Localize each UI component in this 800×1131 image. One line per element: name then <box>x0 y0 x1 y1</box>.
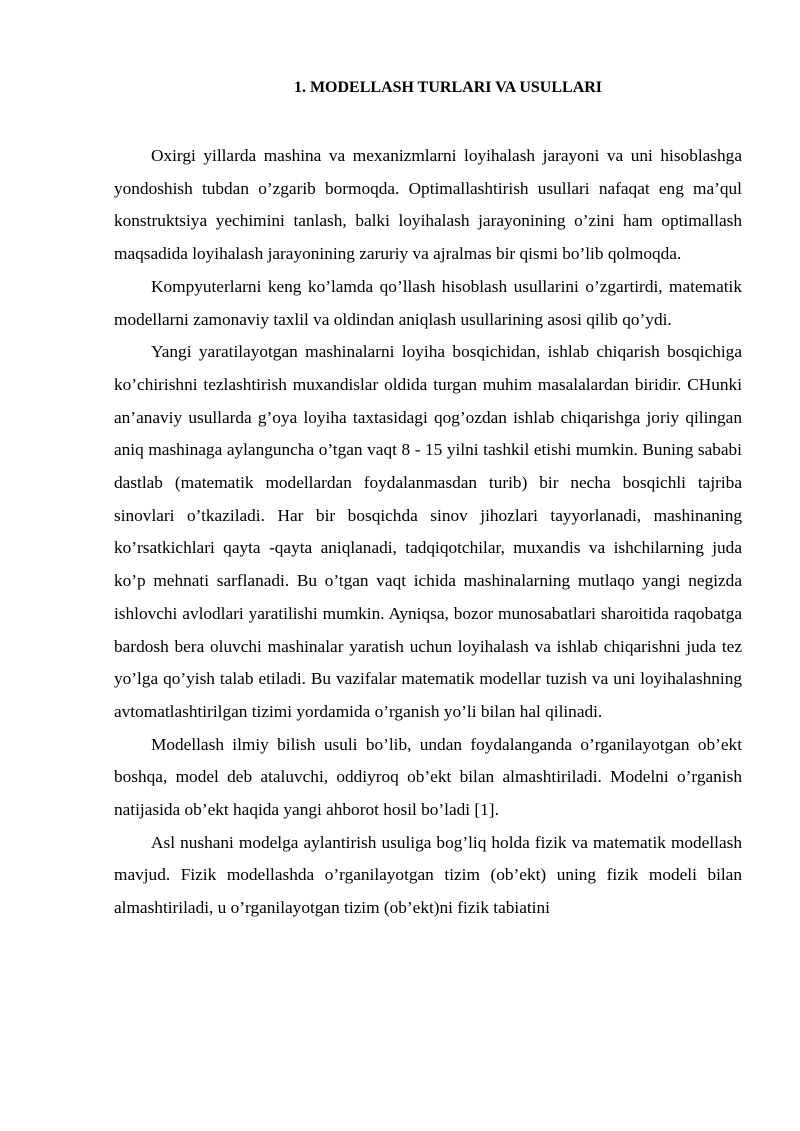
paragraph-5: Asl nushani modelga aylantirish usuliga bog’liq holda fizik va matematik modellash mavjud. Fizik modellashda o’rganilayotgan tizim (ob’ekt) uning fizik modeli bilan almashtiriladi, u o’rganilayotgan tizim (ob’ekt)ni fizik tabiatini <box>114 832 742 918</box>
paragraph-1: Oxirgi yillarda mashina va mexanizmlarni loyihalash jarayoni va uni hisoblashga yondoshish tubdan o’zgarib bormoqda. Optimallashtirish usullari nafaqat eng ma’qul konstruktsiya yechimini tanlash, balki loyihalash jarayonining o’zini ham optimallash maqsadida loyihalash jarayonining zaruriy va ajralmas bir qismi bo’lib qolmoqda. <box>114 146 742 264</box>
paragraph-4: Modellash ilmiy bilish usuli bo’lib, undan foydalanganda o’rganilayotgan ob’ekt boshqa, model deb ataluvchi, oddiyroq ob’ekt bilan almashtiriladi. Modelni o’rganish natijasida ob’ekt haqida yangi ahborot hosil bo’ladi [1]. <box>114 734 742 820</box>
paragraph-3: Yangi yaratilayotgan mashinalarni loyiha bosqichidan, ishlab chiqarish bosqichiga ko’chirishni tezlashtirish muxandislar oldida turgan muhim masalalardan biridir. CHunki an’anaviy usullarda g’oya loyiha taxtasidagi qog’ozdan ishlab chiqarishga joriy qilingan aniq mashinaga aylanguncha o’tgan vaqt 8 - 15 yilni tashkil etishi mumkin. Buning sababi dastlab (matematik modellardan foydalanmasdan turib) bir necha bosqichli tajriba sinovlari o’tkaziladi. Har bir bosqichda sinov jihozlari tayyorlanadi, mashinaning ko’rsatkichlari qayta -qayta aniqlanadi, tadqiqotchilar, muxandis va ishchilarning juda ko’p mehnati sarflanadi. Bu o’tgan vaqt ichida mashinalarning mutlaqo yangi negizda ishlovchi avlodlari yaratilishi mumkin. Ayniqsa, bozor munosabatlari sharoitida raqobatga bardosh bera oluvchi mashinalar yaratish uchun loyihalash va ishlab chiqarishni juda tez yo’lga qo’yish talab etiladi. Bu vazifalar matematik modellar tuzish va uni loyihalashning avtomatlashtirilgan tizimi yordamida o’rganish yo’li bilan hal qilinadi. <box>114 342 742 721</box>
section-title: 1. MODELLASH TURLARI VA USULLARI <box>293 79 603 96</box>
body-text <box>114 140 742 925</box>
paragraph-2: Kompyuterlarni keng ko’lamda qo’llash hisoblash usullarini o’zgartirdi, matematik modellarni zamonaviy taxlil va oldindan aniqlash usullarining asosi qilib qo’ydi. <box>114 276 742 329</box>
